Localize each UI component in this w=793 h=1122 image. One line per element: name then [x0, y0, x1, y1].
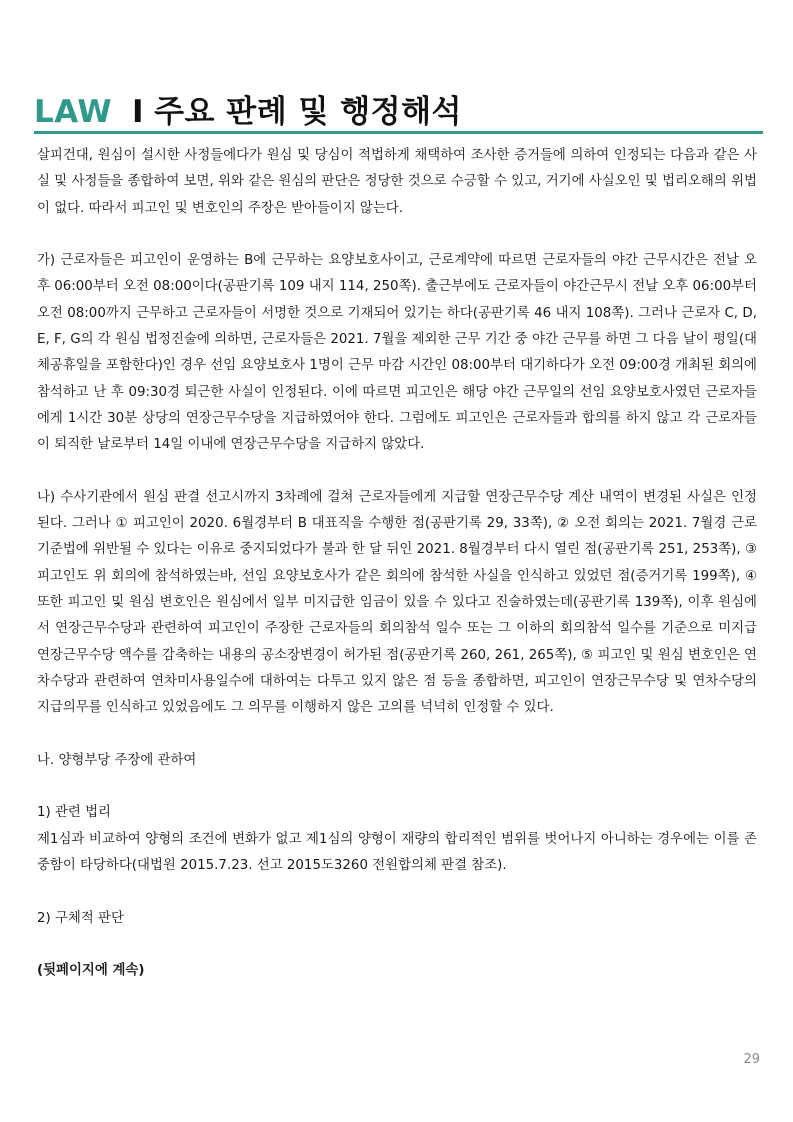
- paragraph-legal-principle: 제1심과 비교하여 양형의 조건에 변화가 없고 제1심의 양형이 재량의 합리적인 범위를 벗어나지 아니하는 경우에는 이를 존중함이 타당하다(대법원 2015.7.23. 선고 2015도3260 전원합의체 판결 참조).: [37, 831, 757, 874]
- page-number: 29: [743, 1052, 760, 1067]
- subheading-specific-judgment: 2) 구체적 판단: [37, 910, 124, 926]
- header-divider: [34, 131, 763, 134]
- law-label: LAW: [34, 94, 113, 130]
- header-separator: I: [132, 94, 145, 130]
- continued-note: (뒷페이지에 계속): [37, 963, 145, 979]
- section-header: [34, 86, 462, 131]
- document-body: [37, 143, 757, 985]
- paragraph-ga: 가) 근로자들은 피고인이 운영하는 B에 근무하는 요양보호사이고, 근로계약에 따르면 근로자들의 야간 근무시간은 전날 오후 06:00부터 오전 08:00이다(공판기록 109 내지 114, 250쪽). 출근부에도 근로자들이 야간근무시 전날 오후 06:00부터 오전 08:00까지 근무하고 근로자들이 서명한 것으로 기재되어 있기는 하다(공판기록 46 내지 108쪽). 그러나 근로자 C, D, E, F, G의 각 원심 법정진술에 의하면, 근로자들은 2021. 7월을 제외한 근무 기간 중 야간 근무를 하면 그 다음 날이 평일(대체공휴일을 포함한다)인 경우 선임 요양보호사 1명이 근무 마감 시간인 08:00부터 대기하다가 오전 09:00경 개최된 회의에 참석하고 난 후 09:30경 퇴근한 사실이 인정된다. 이에 따르면 피고인은 해당 야간 근무일의 선임 요양보호사였던 근로자들에게 1시간 30분 상당의 연장근무수당을 지급하였어야 한다. 그럼에도 피고인은 근로자들과 합의를 하지 않고 각 근로자들이 퇴직한 날로부터 14일 이내에 연장근무수당을 지급하지 않았다.: [37, 253, 757, 453]
- paragraph-intro: 살피건대, 원심이 설시한 사정들에다가 원심 및 당심이 적법하게 채택하여 조사한 증거들에 의하여 인정되는 다음과 같은 사실 및 사정들을 종합하여 보면, 위와 같은 원심의 판단은 정당한 것으로 수긍할 수 있고, 거기에 사실오인 및 법리오해의 위법이 없다. 따라서 피고인 및 변호인의 주장은 받아들이지 않는다.: [37, 148, 757, 216]
- page-title: 주요 판례 및 행정해석: [154, 94, 462, 130]
- subheading-legal-principle: 1) 관련 법리: [37, 805, 111, 821]
- section-heading-sentencing: 나. 양형부당 주장에 관하여: [37, 752, 197, 768]
- paragraph-na: 나) 수사기관에서 원심 판결 선고시까지 3차례에 걸쳐 근로자들에게 지급할 연장근무수당 계산 내역이 변경된 사실은 인정된다. 그러나 ① 피고인이 2020. 6월경부터 B 대표직을 수행한 점(공판기록 29, 33쪽), ② 오전 회의는 2021. 7월경 근로기준법에 위반될 수 있다는 이유로 중지되었다가 불과 한 달 뒤인 2021. 8월경부터 다시 열린 점(공판기록 251, 253쪽), ③ 피고인도 위 회의에 참석하였는바, 선임 요양보호사가 같은 회의에 참석한 사실을 인식하고 있었던 점(증거기록 199쪽), ④ 또한 피고인 및 원심 변호인은 원심에서 일부 미지급한 임금이 있을 수 있다고 진술하였는데(공판기록 139쪽), 이후 원심에서 연장근무수당과 관련하여 피고인이 주장한 근로자들의 회의참석 일수 또는 그 이하의 회의참석 일수를 기준으로 미지급 연장근무수당 액수를 감축하는 내용의 공소장변경이 허가된 점(공판기록 260, 261, 265쪽), ⑤ 피고인 및 원심 변호인은 연차수당과 관련하여 연차미사용일수에 대하여는 다투고 있지 않은 점 등을 종합하면, 피고인이 연장근무수당 및 연차수당의 지급의무를 인식하고 있었음에도 그 의무를 이행하지 않은 고의를 넉넉히 인정할 수 있다.: [37, 489, 757, 716]
